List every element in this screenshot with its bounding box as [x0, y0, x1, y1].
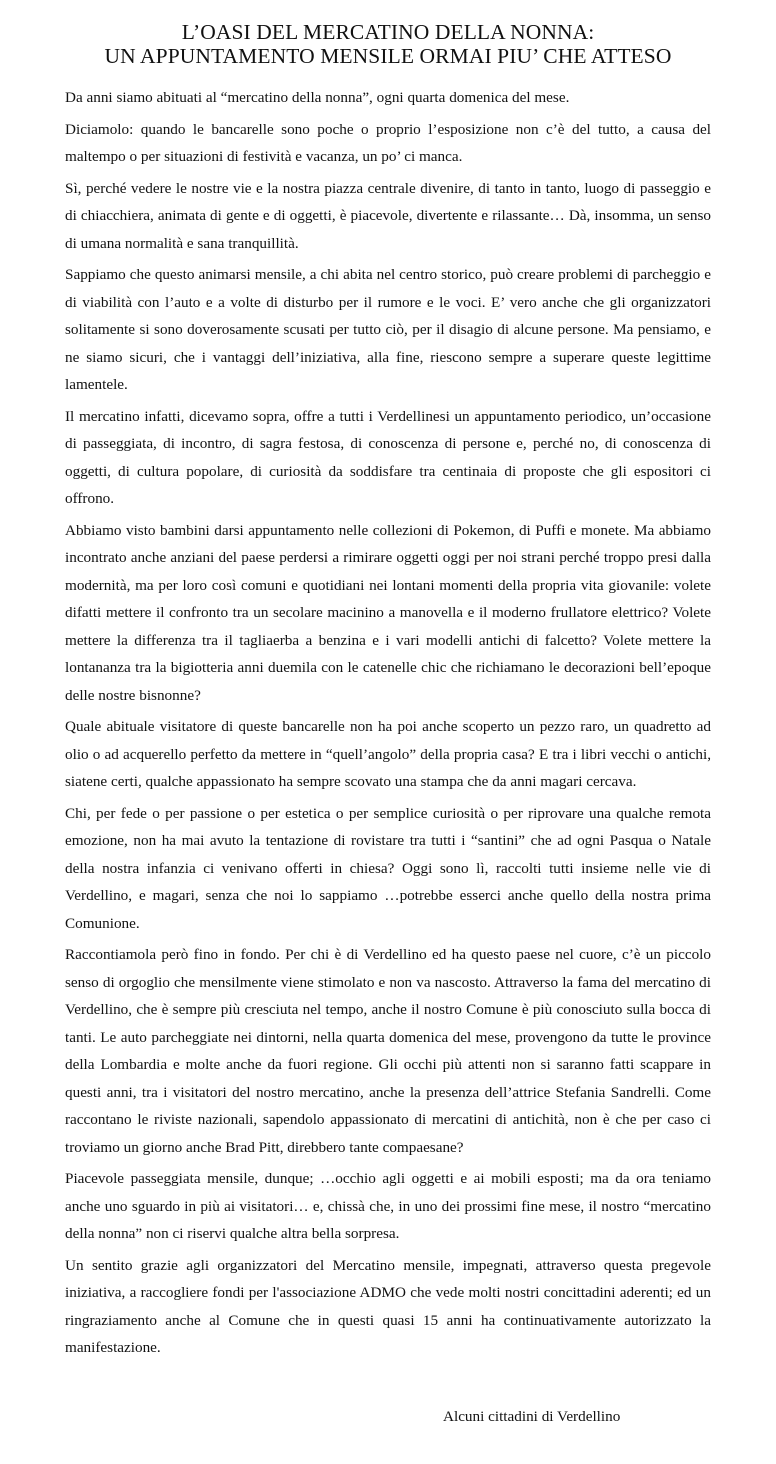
title-line-2: UN APPUNTAMENTO MENSILE ORMAI PIU’ CHE ATTESO [104, 44, 672, 68]
paragraph-7: Quale abituale visitatore di queste bancarelle non ha poi anche scoperto un pezzo raro, un quadretto ad olio o ad acquerello perfetto da mettere in “quell’angolo” della propria casa? E tra i libri vecchi o antichi, siatene certi, qualche appassionato ha sempre scovato una stampa che da anni magari cercava. [65, 718, 711, 790]
paragraph-3: Sì, perché vedere le nostre vie e la nostra piazza centrale divenire, di tanto in tanto, luogo di passeggio e di chiacchiera, animata di gente e di oggetti, è piacevole, divertente e rilassante… Dà, insomma, un senso di umana normalità e sana tranquillità. [65, 179, 711, 252]
article-title [65, 20, 711, 68]
paragraph-4: Sappiamo che questo animarsi mensile, a chi abita nel centro storico, può creare problemi di parcheggio e di viabilità con l’auto e a volte di disturbo per il rumore e le voci. E’ vero anche che gli organizzatori solitamente si sono doverosamente scusati per tutto ciò, per il disagio di alcune persone. Ma pensiamo, e ne siamo sicuri, che i vantaggi dell’iniziativa, alla fine, riescono sempre a superare queste legittime lamentele. [65, 266, 711, 393]
paragraph-1: Da anni siamo abituati al “mercatino della nonna”, ogni quarta domenica del mese. [65, 89, 570, 106]
paragraph-11: Un sentito grazie agli organizzatori del Mercatino mensile, impegnati, attraverso questa pregevole iniziativa, a raccogliere fondi per l'associazione ADMO che vede molti nostri concittadini aderenti; ed un ringraziamento anche al Comune che in questi quasi 15 anni ha continuativamente autorizzato la manifestazione. [65, 1256, 711, 1356]
title-line-1: L’OASI DEL MERCATINO DELLA NONNA: [181, 20, 595, 44]
paragraph-9: Raccontiamola però fino in fondo. Per chi è di Verdellino ed ha questo paese nel cuore, c’è un piccolo senso di orgoglio che mensilmente viene stimolato e non va nascosto. Attraverso la fama del mercatino di Verdellino, che è sempre più cresciuta nel tempo, anche il nostro Comune è più conosciuto sulla bocca di tanti. Le auto parcheggiate nei dintorni, nella quarta domenica del mese, provengono da tutte le province della Lombardia e molte anche da fuori regione. Gli occhi più attenti non si saranno fatti scappare in questi anni, tra i visitatori del nostro mercatino, anche la presenza dell’attrice Stefania Sandrelli. Come raccontano le riviste nazionali, sapendolo appassionato di mercatini di antichità, non è che per caso ci troviamo un giorno anche Brad Pitt, direbbero tante compaesane? [65, 946, 711, 1156]
paragraph-2: Diciamolo: quando le bancarelle sono poche o proprio l’esposizione non c’è del tutto, a causa del maltempo o per situazioni di festività e vacanza, un po’ ci manca. [65, 120, 711, 165]
paragraph-10: Piacevole passeggiata mensile, dunque; …occhio agli oggetti e ai mobili esposti; ma da ora teniamo anche uno sguardo in più ai visitatori… e, chissà che, in uno dei prossimi fine mese, il nostro “mercatino della nonna” non ci riservi qualche altra bella sorpresa. [65, 1170, 711, 1242]
paragraph-5: Il mercatino infatti, dicevamo sopra, offre a tutti i Verdellinesi un appuntamento periodico, un’occasione di passeggiata, di incontro, di sagra festosa, di conoscenza di persone e, perché no, di conoscenza di oggetti, di cultura popolare, di curiosità da soddisfare tra centinaia di proposte che gli espositori ci offrono. [65, 407, 711, 507]
paragraph-8: Chi, per fede o per passione o per estetica o per semplice curiosità o per riprovare una qualche remota emozione, non ha mai avuto la tentazione di rovistare tra tutti i “santini” che ad ogni Pasqua o Natale della nostra infanzia ci venivano offerti in chiesa? Oggi sono lì, raccolti tutti insieme nelle vie di Verdellino, e magari, senza che noi lo sappiamo …potrebbe esserci anche quello della nostra prima Comunione. [65, 804, 711, 932]
article-body [65, 84, 711, 1362]
signature: Alcuni cittadini di Verdellino [443, 1408, 621, 1425]
paragraph-6: Abbiamo visto bambini darsi appuntamento nelle collezioni di Pokemon, di Puffi e monete. Ma abbiamo incontrato anche anziani del paese perdersi a rimirare oggetti oggi per noi strani perché troppo presi dalla modernità, ma per loro così comuni e quotidiani nei lontani momenti della propria vita giovanile: volete difatti mettere il confronto tra un secolare macinino a manovella e il moderno frullatore elettrico? Volete mettere la differenza tra il tagliaerba a benzina e i vari modelli antichi di falcetto? Volete mettere la lontananza tra la bigiotteria anni duemila con le catenelle chic che richiamano le decorazioni bell’epoque delle nostre bisnonne? [65, 521, 711, 704]
